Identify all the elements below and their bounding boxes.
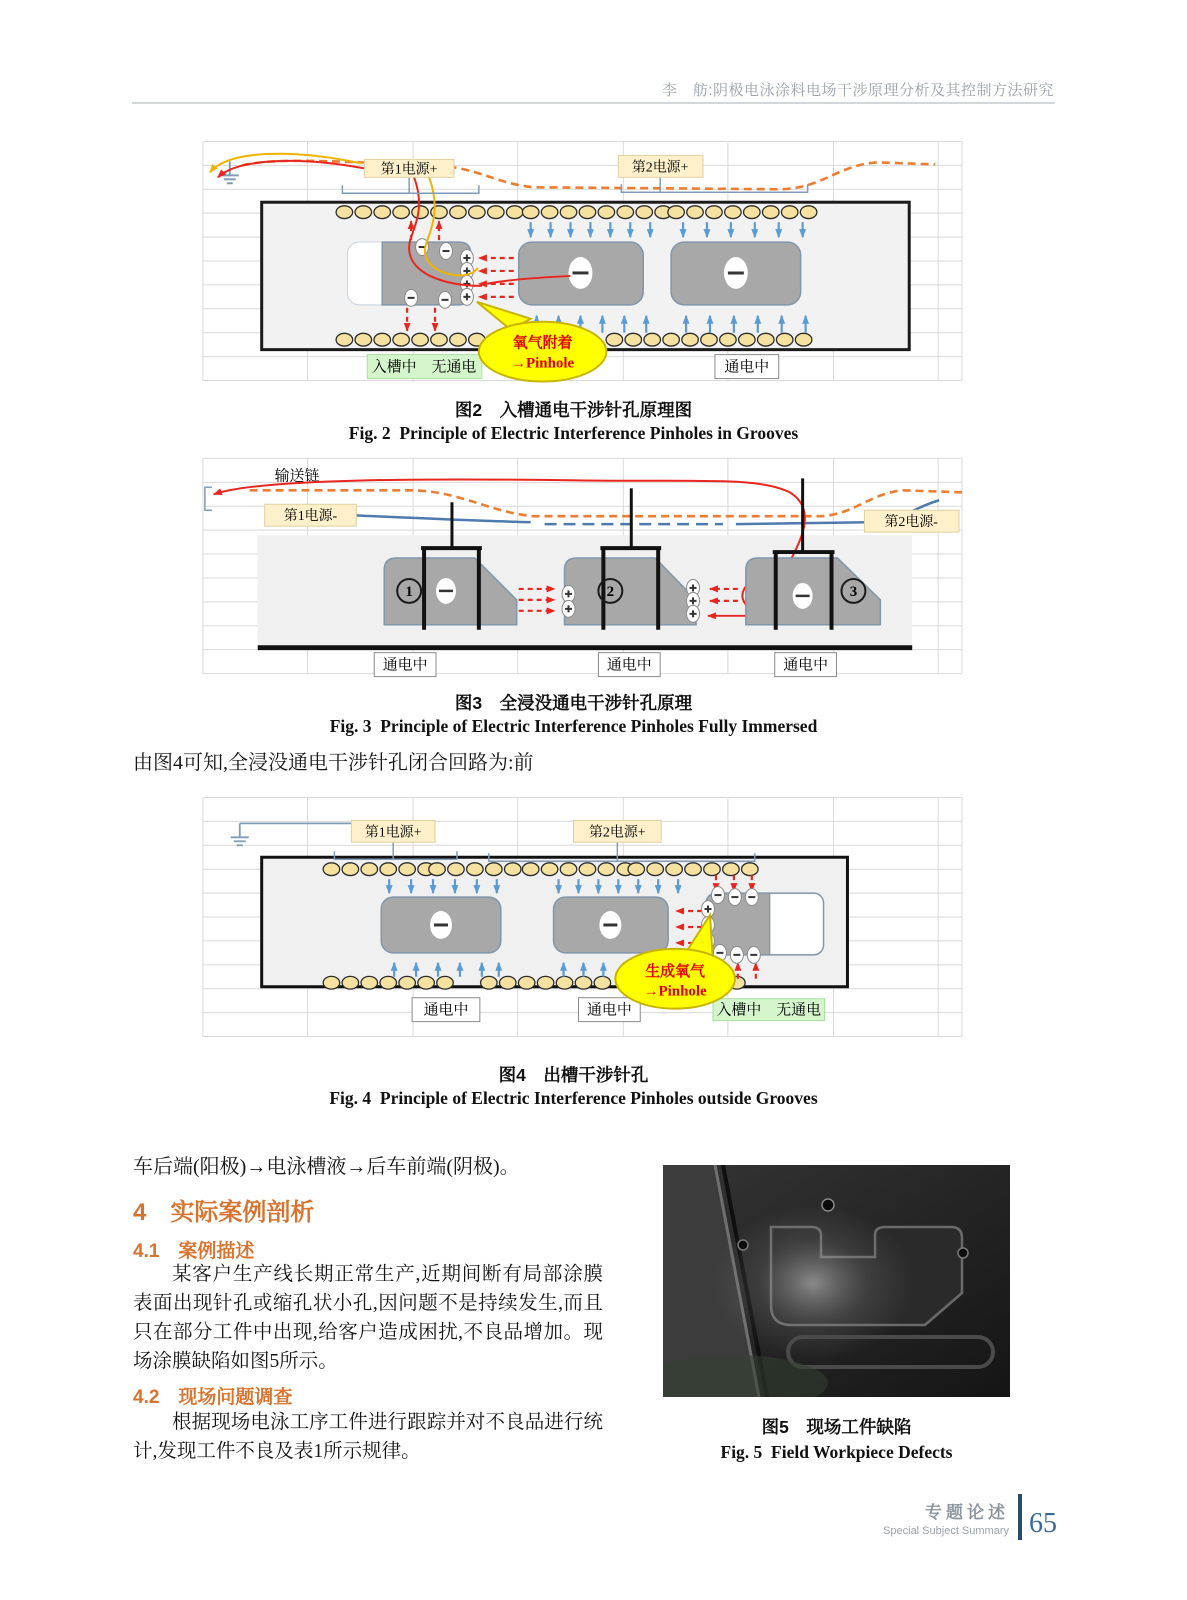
bus-bracket-1: [342, 177, 478, 193]
figure5-photo: [663, 1165, 1010, 1397]
svg-text:氧气附着: 氧气附着: [512, 335, 573, 352]
svg-text:通电中: 通电中: [382, 657, 428, 674]
svg-text:第1电源+: 第1电源+: [380, 162, 438, 178]
svg-text:第2电源-: 第2电源-: [884, 515, 938, 531]
power2-label: [618, 155, 703, 177]
power1-label: [351, 820, 435, 842]
figure3-caption-cn: 图3 全浸没通电干涉针孔原理: [454, 693, 693, 713]
status-label-3: [775, 653, 837, 677]
page-number: 65: [1029, 1508, 1057, 1539]
power2-label: [574, 820, 662, 842]
svg-text:第2电源+: 第2电源+: [589, 825, 646, 841]
paragraph-case-description: 某客户生产线长期正常生产,近期间断有局部涂膜表面出现针孔或缩孔状小孔,因问题不是持续发生,而且只在部分工件中出现,给客户造成困扰,不良品增加。现场涂膜缺陷如图5所示。: [133, 1264, 603, 1372]
status-nopower-label: [367, 355, 482, 379]
header-rule: [132, 102, 1055, 104]
status-power-label: [715, 355, 779, 379]
intro-text: 由图4可知,全浸没通电干涉针孔闭合回路为:前: [133, 752, 534, 774]
svg-text:第1电源-: 第1电源-: [283, 509, 338, 525]
cathode-badge-car2: [569, 257, 593, 289]
cathode-badge-car2: [599, 911, 621, 939]
svg-text:入槽中 无通电: 入槽中 无通电: [371, 359, 477, 376]
svg-text:→Pinhole: →Pinhole: [643, 983, 707, 1000]
section-4-heading: 4 实际案例剖析: [133, 1199, 315, 1226]
section-4-1-heading: 4.1 案例描述: [133, 1241, 255, 1262]
bus-bracket-2: [621, 177, 807, 192]
bus-line-1: [352, 515, 530, 522]
svg-text:通电中: 通电中: [724, 359, 770, 376]
svg-text:第1电源+: 第1电源+: [364, 825, 422, 841]
cathode-badge-car1: [430, 911, 452, 939]
section-4-2-heading: 4.2 现场问题调查: [133, 1387, 293, 1408]
figure5-caption-en: Fig. 5 Field Workpiece Defects: [720, 1442, 953, 1462]
figure4-caption-cn: 图4 出槽干涉针孔: [498, 1065, 649, 1085]
figure3-caption-en: Fig. 3 Principle of Electric Interference Pinholes Fully Immersed: [329, 716, 818, 736]
page-footer: [883, 1494, 1057, 1540]
footer-divider-bar: [1018, 1494, 1022, 1540]
cathode-badge-car1: [436, 578, 456, 604]
figure2-caption-cn: 图2 入槽通电干涉针孔原理图: [454, 400, 693, 420]
figure4-caption-en: Fig. 4 Principle of Electric Interference Pinholes outside Grooves: [329, 1088, 818, 1108]
cathode-badge-car3: [793, 583, 813, 609]
svg-text:通电中: 通电中: [783, 657, 829, 674]
ground-symbol: [231, 823, 352, 845]
paragraph-field-survey: 根据现场电泳工序工件进行跟踪并对不良品进行统计,发现工件不良及表1所示规律。: [133, 1412, 603, 1462]
photo-hole: [822, 1199, 834, 1211]
figure4-diagram: [180, 787, 967, 1052]
figure3-diagram: [180, 448, 967, 686]
svg-text:通电中: 通电中: [606, 657, 652, 674]
footer-column-en: Special Subject Summary: [883, 1524, 1009, 1537]
svg-text:通电中: 通电中: [423, 1002, 469, 1019]
cathode-badge-car3: [724, 257, 748, 289]
photo-hole: [958, 1248, 968, 1258]
svg-text:1: 1: [405, 583, 413, 600]
svg-text:→Pinhole: →Pinhole: [511, 355, 575, 372]
figure2-diagram: [180, 127, 967, 390]
svg-text:入槽中 无通电: 入槽中 无通电: [716, 1002, 822, 1019]
power1-label: [364, 159, 454, 177]
figure2-caption-en: Fig. 2 Principle of Electric Interference Pinholes in Grooves: [348, 423, 799, 443]
svg-text:通电中: 通电中: [586, 1002, 632, 1019]
return-current-line: [218, 161, 364, 177]
status-label-1: [374, 653, 436, 677]
figure5-caption-cn: 图5 现场工件缺陷: [761, 1417, 912, 1437]
power2-label: [864, 510, 959, 532]
lead-text: 车后端(阳极)→电泳槽液→后车前端(阴极)。: [133, 1156, 520, 1178]
svg-text:2: 2: [606, 583, 615, 600]
photo-hole: [738, 1240, 748, 1250]
svg-text:第2电源+: 第2电源+: [631, 160, 689, 176]
left-bus-bracket: [205, 487, 212, 510]
conveyor-label: 输送链: [274, 468, 320, 485]
svg-text:3: 3: [849, 583, 858, 600]
status-nopower-label: [713, 999, 825, 1021]
running-head: 李 舫:阴极电泳涂料电场干涉原理分析及其控制方法研究: [661, 82, 1054, 99]
footer-column-cn: 专题论述: [925, 1502, 1009, 1522]
status-label-2: [578, 998, 640, 1022]
power1-label: [265, 504, 357, 526]
svg-text:生成氧气: 生成氧气: [645, 963, 705, 980]
status-label-2: [598, 653, 660, 677]
status-label-1: [412, 998, 480, 1022]
